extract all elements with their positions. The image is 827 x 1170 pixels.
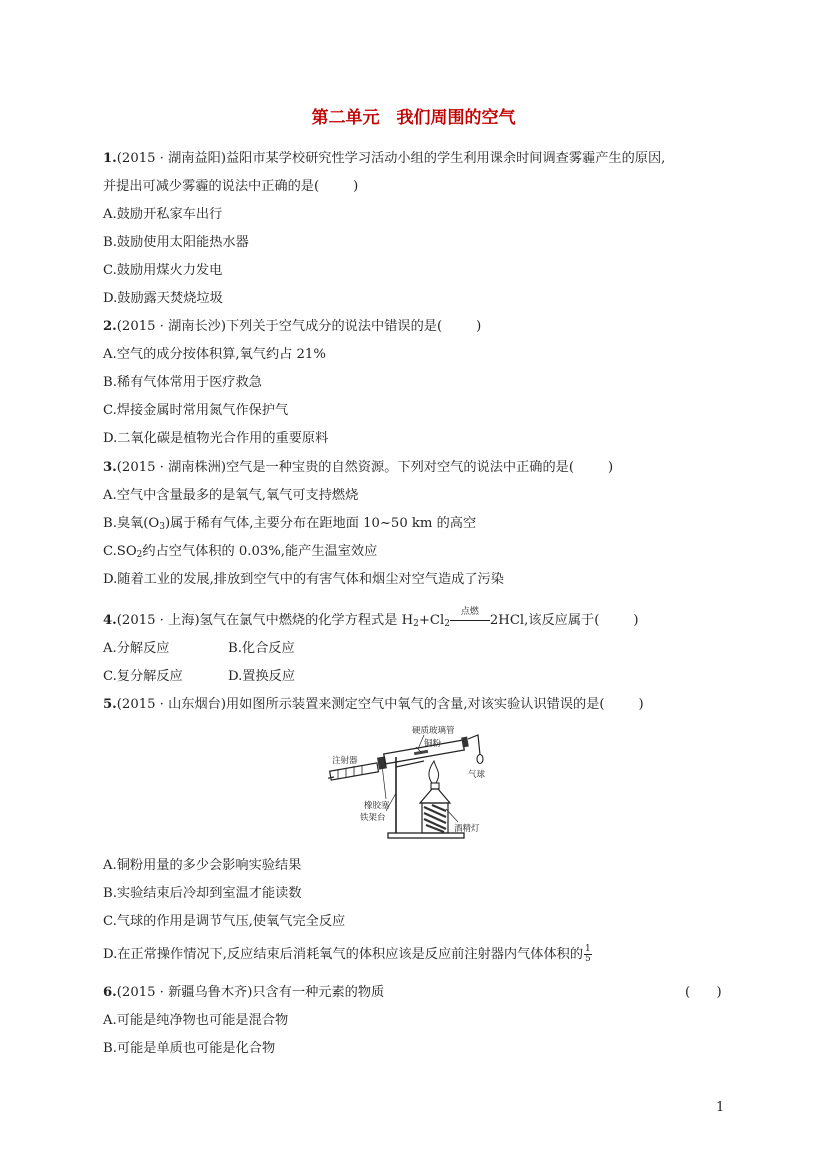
question-6-stem xyxy=(103,984,743,1002)
question-number: 6. xyxy=(103,985,117,1000)
option-a: A.空气的成分按体积算,氧气约占 21% xyxy=(103,347,326,362)
figure-label-rubber-stopper: 橡胶塞 xyxy=(364,801,390,811)
figure-label-glass-tube: 硬质玻璃管 xyxy=(412,726,455,736)
subscript: 2 xyxy=(444,619,450,629)
figure-label-copper-powder: 铜粉 xyxy=(424,739,442,749)
subscript: 2 xyxy=(136,550,143,560)
subscript: 3 xyxy=(159,522,165,532)
option-row-ab xyxy=(103,640,743,658)
apparatus-figure xyxy=(328,721,496,845)
answer-bracket: ) xyxy=(353,179,359,194)
question-number: 3. xyxy=(103,460,117,475)
question-text: 并提出可减少雾霾的说法中正确的是( xyxy=(103,179,320,194)
question-text: (2015 · 湖南益阳)益阳市某学校研究性学习活动小组的学生利用课余时间调查雾霾产生的原因, xyxy=(116,151,666,166)
answer-bracket: ) xyxy=(638,697,644,712)
option-a: A.分解反应 xyxy=(103,641,170,656)
page-number: 1 xyxy=(716,1100,725,1115)
question-number: 2. xyxy=(103,319,117,334)
option-b: B.化合反应 xyxy=(228,641,295,656)
question-2-stem xyxy=(103,318,743,336)
option-c: C.气球的作用是调节气压,使氧气完全反应 xyxy=(103,914,346,929)
question-1-stem-cont xyxy=(103,178,743,196)
fraction-denominator: 5 xyxy=(585,954,591,964)
option-text: D.在正常操作情况下,反应结束后消耗氧气的体积应该是反应前注射器内气体体积的 xyxy=(103,947,584,962)
option-c: C.复分解反应 xyxy=(103,669,183,684)
question-3-stem xyxy=(103,459,743,477)
option-text: 约占空气体积的 0.03%,能产生温室效应 xyxy=(142,544,378,559)
question-number: 1. xyxy=(103,151,117,166)
option-c xyxy=(103,543,743,564)
option-a: A.铜粉用量的多少会影响实验结果 xyxy=(103,858,302,873)
option-text: )属于稀有气体,主要分布在距地面 10~50 km 的高空 xyxy=(164,516,477,531)
option-c: C.焊接金属时常用氮气作保护气 xyxy=(103,403,289,418)
option-row-cd xyxy=(103,668,743,686)
question-number: 5. xyxy=(103,697,117,712)
option-a: A.鼓励开私家车出行 xyxy=(103,207,223,222)
question-text: +Cl xyxy=(418,613,445,628)
question-4-stem xyxy=(103,607,743,633)
subscript: 2 xyxy=(413,619,419,629)
question-text: (2015 · 山东烟台)用如图所示装置来测定空气中氧气的含量,对该实验认识错误的是( xyxy=(116,697,605,712)
page-title: 第二单元 我们周围的空气 xyxy=(311,108,516,128)
question-text: (2015 · 新疆乌鲁木齐)只含有一种元素的物质 xyxy=(116,985,385,1000)
option-text: C.SO xyxy=(103,544,137,559)
fraction xyxy=(584,945,592,964)
option-d: D.随着工业的发展,排放到空气中的有害气体和烟尘对空气造成了污染 xyxy=(103,572,504,587)
question-1-stem xyxy=(103,150,743,168)
option-a: A.空气中含量最多的是氧气,氧气可支持燃烧 xyxy=(103,488,359,503)
question-text: (2015 · 湖南株洲)空气是一种宝贵的自然资源。下列对空气的说法中正确的是( xyxy=(116,460,574,475)
figure-label-alcohol-lamp: 酒精灯 xyxy=(454,824,480,834)
option-b: B.鼓励使用太阳能热水器 xyxy=(103,235,249,250)
option-d xyxy=(103,945,743,964)
fraction-numerator: 1 xyxy=(585,944,591,954)
question-5-stem xyxy=(103,696,743,714)
answer-bracket: ( ) xyxy=(685,985,722,1000)
option-b: B.可能是单质也可能是化合物 xyxy=(103,1041,276,1056)
option-a: A.可能是纯净物也可能是混合物 xyxy=(103,1013,289,1028)
answer-bracket: ) xyxy=(607,460,614,475)
question-text: (2015 · 上海)氢气在氯气中燃烧的化学方程式是 H xyxy=(116,613,414,628)
question-number: 4. xyxy=(103,613,117,628)
option-b: B.实验结束后冷却到室温才能读数 xyxy=(103,886,302,901)
figure-label-syringe: 注射器 xyxy=(332,756,358,766)
answer-bracket: ) xyxy=(633,613,639,628)
option-b xyxy=(103,515,743,536)
option-d: D.鼓励露天焚烧垃圾 xyxy=(103,291,223,306)
reaction-arrow xyxy=(450,607,490,626)
reaction-condition: 点燃 xyxy=(460,607,479,617)
question-text: (2015 · 湖南长沙)下列关于空气成分的说法中错误的是( xyxy=(116,319,443,334)
option-c: C.鼓励用煤火力发电 xyxy=(103,263,223,278)
option-d: D.二氧化碳是植物光合作用的重要原料 xyxy=(103,431,329,446)
answer-bracket: ) xyxy=(476,319,482,334)
question-text: 2HCl,该反应属于( xyxy=(489,613,600,628)
option-b: B.稀有气体常用于医疗救急 xyxy=(103,375,262,390)
option-text: B.臭氧(O xyxy=(103,516,160,531)
figure-label-iron-stand: 铁架台 xyxy=(360,813,386,823)
option-d: D.置换反应 xyxy=(228,669,296,684)
figure-label-balloon: 气球 xyxy=(468,770,486,780)
